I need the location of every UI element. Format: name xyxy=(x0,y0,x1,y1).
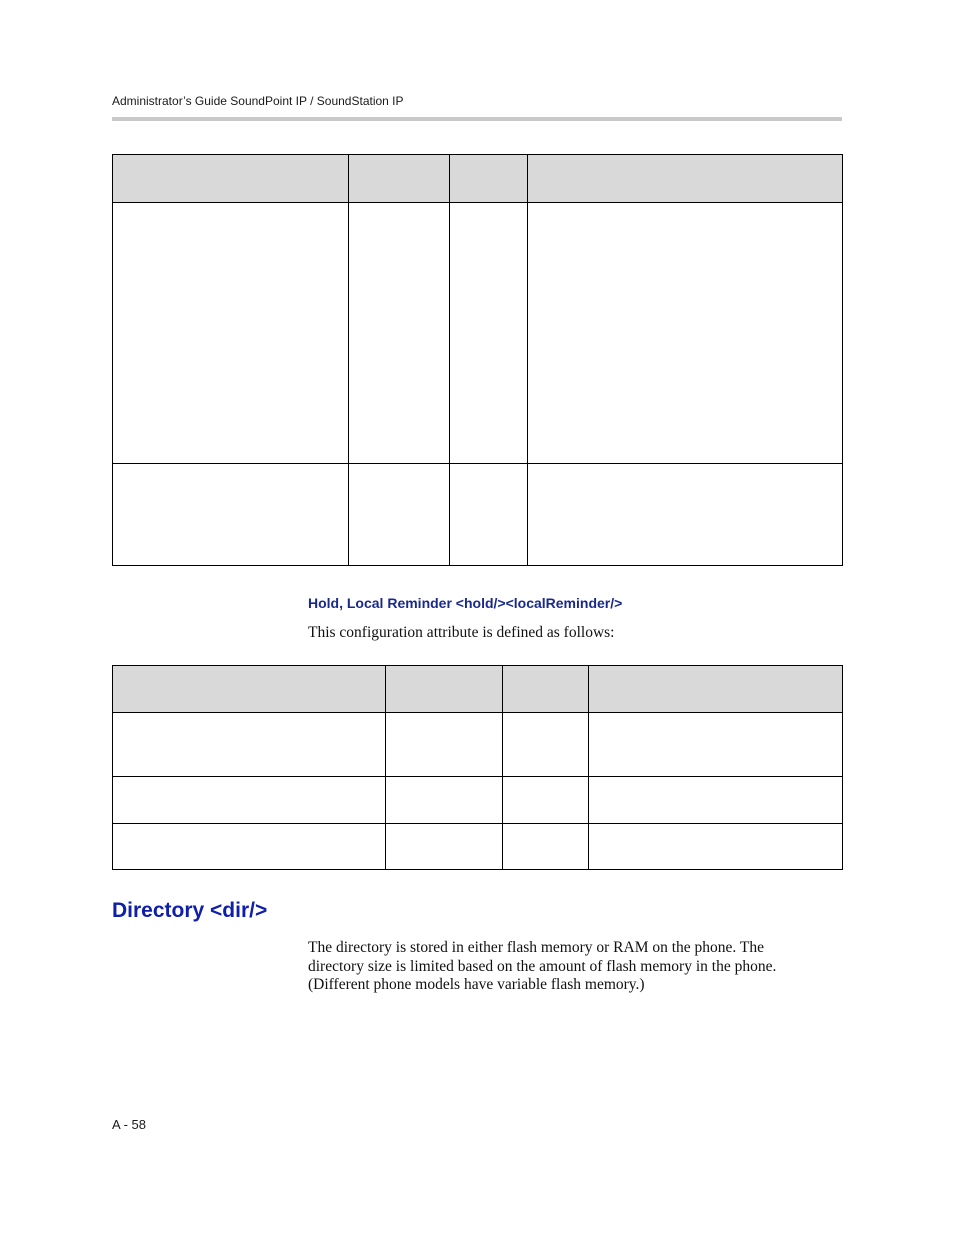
table-cell xyxy=(113,824,386,870)
page-number: A - 58 xyxy=(112,1117,146,1132)
directory-section-title: Directory <dir/> xyxy=(112,899,268,922)
table-cell xyxy=(589,777,843,824)
table-cell xyxy=(349,203,450,464)
table-cell xyxy=(450,464,528,566)
table-header-cell xyxy=(503,666,589,713)
table-cell xyxy=(113,713,386,777)
paragraph-line: (Different phone models have variable flash memory.) xyxy=(308,976,645,993)
table-row xyxy=(113,777,843,824)
table-header-cell xyxy=(386,666,503,713)
table-cell xyxy=(113,464,349,566)
directory-paragraph xyxy=(308,939,842,995)
table-row xyxy=(113,464,843,566)
table-cell xyxy=(113,203,349,464)
table-cell xyxy=(113,777,386,824)
table-header-row xyxy=(113,155,843,203)
table-header-cell xyxy=(528,155,843,203)
header-rule xyxy=(112,117,842,121)
paragraph-line: The directory is stored in either flash memory or RAM on the phone. The xyxy=(308,939,764,956)
running-header: Administrator’s Guide SoundPoint IP / SoundStation IP xyxy=(112,94,404,108)
config-table-2 xyxy=(112,665,843,870)
table-cell xyxy=(386,824,503,870)
table-row xyxy=(113,203,843,464)
table-cell xyxy=(386,713,503,777)
table-cell xyxy=(589,824,843,870)
table-cell xyxy=(528,464,843,566)
table-cell xyxy=(349,464,450,566)
intro-text: This configuration attribute is defined as follows: xyxy=(308,624,615,641)
table-cell xyxy=(386,777,503,824)
config-table-1 xyxy=(112,154,843,566)
table-row xyxy=(113,824,843,870)
table-cell xyxy=(589,713,843,777)
table-cell xyxy=(528,203,843,464)
table-cell xyxy=(503,777,589,824)
table-header-cell xyxy=(113,155,349,203)
table-header-cell xyxy=(349,155,450,203)
table-header-cell xyxy=(450,155,528,203)
hold-local-reminder-heading: Hold, Local Reminder <hold/><localReminder/> xyxy=(308,595,623,611)
table-row xyxy=(113,713,843,777)
table-cell xyxy=(450,203,528,464)
table-header-cell xyxy=(113,666,386,713)
paragraph-line: directory size is limited based on the amount of flash memory in the phone. xyxy=(308,957,777,975)
table-header-row xyxy=(113,666,843,713)
table-cell xyxy=(503,824,589,870)
table-cell xyxy=(503,713,589,777)
table-header-cell xyxy=(589,666,843,713)
